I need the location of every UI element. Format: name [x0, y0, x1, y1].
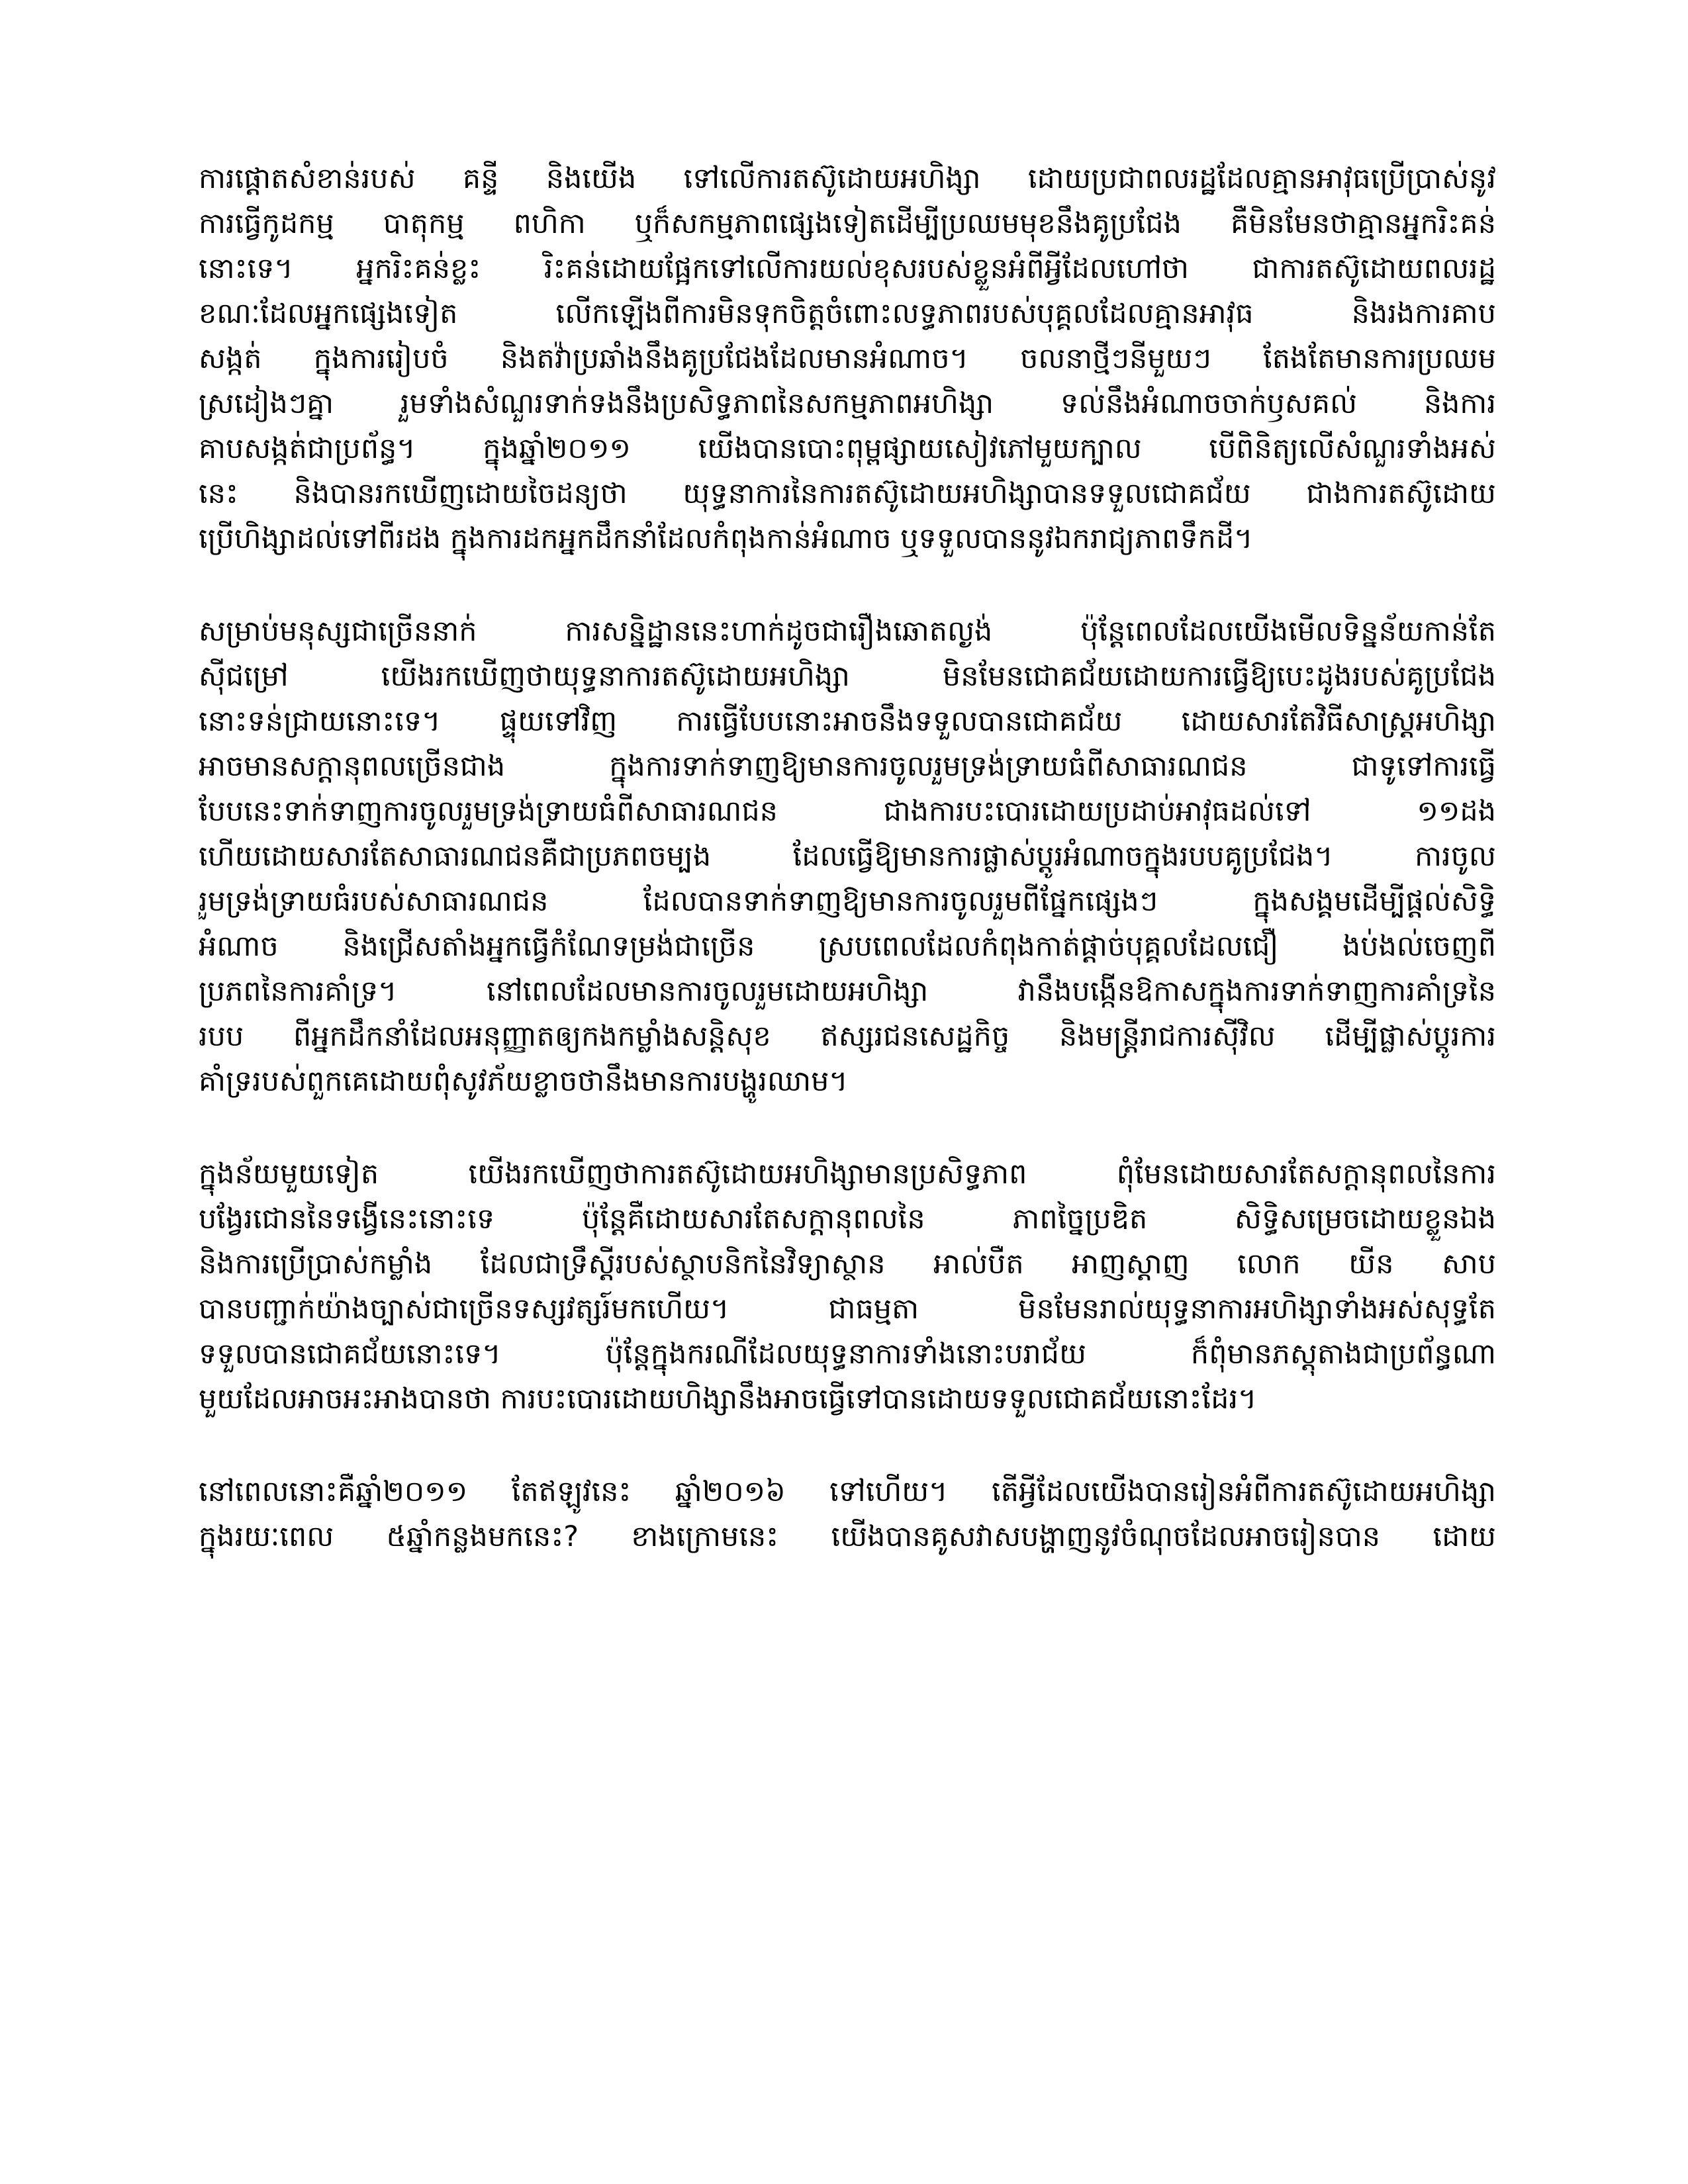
text-line: នៅពេលនោះគឺឆ្នាំ២០១១ តែឥឡូវនេះ ឆ្នាំ២០១៦ ទៅហើយ។ តើអ្វីដែលយើងបានរៀនអំពីការតស៊ូដោយអហិង្សា [199, 1475, 1496, 1508]
text-line: ខណៈដែលអ្នកផ្សេងទៀត លើកឡើងពីការមិនទុកចិត្តចំពោះលទ្ធភាពរបស់បុគ្គលដែលគ្មានអាវុធ និងរងការគាប [199, 297, 1496, 330]
text-line: សម្រាប់មនុស្សជាច្រើននាក់ ការសន្និដ្ឋាននេះហាក់ដូចជារឿងឆោតល្ងង់ ប៉ុន្តែពេលដែលយើងមើលទិន្នន័យកាន់តែ [199, 615, 1496, 648]
text-line: នោះទន់ជ្រាយនោះទេ។ ផ្ទុយទៅវិញ ការធ្វើបែបនោះអាចនឹងទទួលបានជោគជ័យ ដោយសារតែវិធីសាស្ត្រអហិង្សា [199, 705, 1496, 738]
text-line: រួមទ្រង់ទ្រាយធំរបស់សាធារណជន ដែលបានទាក់ទាញឱ្យមានការចូលរួមពីផ្នែកផ្សេងៗ ក្នុងសង្គមដើម្បីផ្តល់សិទ្ធិ [199, 885, 1496, 918]
text-line: ការផ្តោតសំខាន់របស់ គន្ទី និងយើង ទៅលើការតស៊ូដោយអហិង្សា ដោយប្រជាពលរដ្ឋដែលគ្មានអាវុធប្រើប្រាស់នូវ [199, 162, 1496, 195]
text-line: មួយដែលអាចអះអាងបានថា ការបះបោរដោយហិង្សានឹងអាចធ្វើទៅបានដោយទទួលជោគជ័យនោះដែរ។ [199, 1383, 1257, 1416]
text-line: អំណាច និងជ្រើសតាំងអ្នកធ្វើកំណែទម្រង់ជាច្រើន ស្របពេលដែលកំពុងកាត់ផ្តាច់បុគ្គលដែលជឿ ងប់ងល់ចេញពី [199, 930, 1496, 963]
paragraph-4 [199, 1469, 1496, 1559]
paragraph-2 [199, 609, 1496, 1104]
text-line: បែបនេះទាក់ទាញការចូលរួមទ្រង់ទ្រាយធំពីសាធារណជន ជាងការបះបោរដោយប្រដាប់អាវុធដល់ទៅ ១១ដង [199, 795, 1496, 828]
text-line: ប្រភពនៃការគាំទ្រ។ នៅពេលដែលមានការចូលរួមដោយអហិង្សា វានឹងបង្កើនឱកាសក្នុងការទាក់ទាញការគាំទ្រនៃ [199, 975, 1496, 1008]
text-line: នោះទេ។ អ្នករិះគន់ខ្លះ រិះគន់ដោយផ្អែកទៅលើការយល់ខុសរបស់ខ្លួនអំពីអ្វីដែលហៅថា ជាការតស៊ូដោយពលរដ្ឋ [199, 252, 1496, 285]
text-line: ក្នុងន័យមួយទៀត យើងរកឃើញថាការតស៊ូដោយអហិង្សាមានប្រសិទ្ធភាព ពុំមែនដោយសារតែសក្តានុពលនៃការ [199, 1158, 1496, 1191]
paragraph-3 [199, 1152, 1496, 1422]
text-line: គាំទ្ររបស់ពួកគេដោយពុំសូវភ័យខ្លាចថានឹងមានការបង្ហូរឈាម។ [199, 1065, 848, 1098]
text-line: ប្រើហិង្សាដល់ទៅពីរដង ក្នុងការដកអ្នកដឹកនាំដែលកំពុងកាន់អំណាច ឬទទួលបាននូវឯករាជ្យភាពទឹកដី។ [199, 522, 1253, 555]
text-line: ការធ្វើកូដកម្ម បាតុកម្ម ពហិកា ឬក៏សកម្មភាពផ្សេងទៀតដើម្បីប្រឈមមុខនឹងគូប្រជែង គឺមិនមែនថាគ្មានអ្នករិះគន់ [199, 207, 1496, 240]
text-line: សង្កត់ ក្នុងការរៀបចំ និងតវ៉ាប្រឆាំងនឹងគូប្រជែងដែលមានអំណាច។ ចលនាថ្មីៗនីមួយៗ តែងតែមានការប្រឈម [199, 342, 1496, 375]
text-line: និងការប្រើប្រាស់កម្លាំង ដែលជាទ្រឹស្តីរបស់ស្ថាបនិកនៃវិទ្យាស្ថាន អាល់បឺត អាញស្តាញ លោក យីន សាប [199, 1248, 1496, 1281]
text-line: បានបញ្ជាក់យ៉ាងច្បាស់ជាច្រើនទស្សវត្សរ៍មកហើយ។ ជាធម្មតា មិនមែនរាល់យុទ្ធនាការអហិង្សាទាំងអស់សុទ្ធតែ [199, 1293, 1496, 1326]
text-line: ស្រដៀងៗគ្នា រួមទាំងសំណួរទាក់ទងនឹងប្រសិទ្ធភាពនៃសកម្មភាពអហិង្សា ទល់នឹងអំណាចចាក់ឫសគល់ និងការ [199, 387, 1496, 420]
document-body [199, 156, 1496, 1607]
text-line: ក្នុងរយៈពេល ៥ឆ្នាំកន្លងមកនេះ? ខាងក្រោមនេះ យើងបានគូសវាសបង្ហាញនូវចំណុចដែលអាចរៀនបាន ដោយ [199, 1520, 1496, 1553]
text-line: ហើយដោយសារតែសាធារណជនគឺជាប្រភពចម្បង ដែលធ្វើឱ្យមានការផ្លាស់ប្តូរអំណាចក្នុងរបបគូប្រជែង។ ការចូល [199, 840, 1496, 873]
text-line: គាបសង្កត់ជាប្រព័ន្ធ។ ក្នុងឆ្នាំ២០១១ យើងបានបោះពុម្ពផ្សាយសៀវភៅមួយក្បាល បើពិនិត្យលើសំណួរទាំងអស់ [199, 432, 1496, 465]
text-line: ស៊ីជម្រៅ យើងរកឃើញថាយុទ្ធនាការតស៊ូដោយអហិង្សា មិនមែនជោគជ័យដោយការធ្វើឱ្យបេះដូងរបស់គូប្រជែង [199, 660, 1496, 693]
text-line: បង្វែរជោននៃទង្វើនេះនោះទេ ប៉ុន្តែគឺដោយសារតែសក្តានុពលនៃ ភាពច្នៃប្រឌិត សិទ្ធិសម្រេចដោយខ្លួនឯង [199, 1203, 1496, 1236]
text-line: នេះ និងបានរកឃើញដោយចៃដន្យថា យុទ្ធនាការនៃការតស៊ូដោយអហិង្សាបានទទួលជោគជ័យ ជាងការតស៊ូដោយ [199, 477, 1496, 510]
text-line: របប ពីអ្នកដឹកនាំដែលអនុញ្ញាតឲ្យកងកម្លាំងសន្តិសុខ ឥស្សរជនសេដ្ឋកិច្ច និងមន្ត្រីរាជការស៊ីវិល ដើម្បីផ្លាស់ប្តូរការ [199, 1020, 1496, 1053]
paragraph-1 [199, 156, 1496, 561]
text-line: ទទួលបានជោគជ័យនោះទេ។ ប៉ុន្តែក្នុងករណីដែលយុទ្ធនាការទាំងនោះបរាជ័យ ក៏ពុំមានភស្តុតាងជាប្រព័ន្ធណា [199, 1338, 1496, 1371]
text-line: អាចមានសក្តានុពលច្រើនជាង ក្នុងការទាក់ទាញឱ្យមានការចូលរួមទ្រង់ទ្រាយធំពីសាធារណជន ជាទូទៅការធ្វើ [199, 750, 1496, 783]
